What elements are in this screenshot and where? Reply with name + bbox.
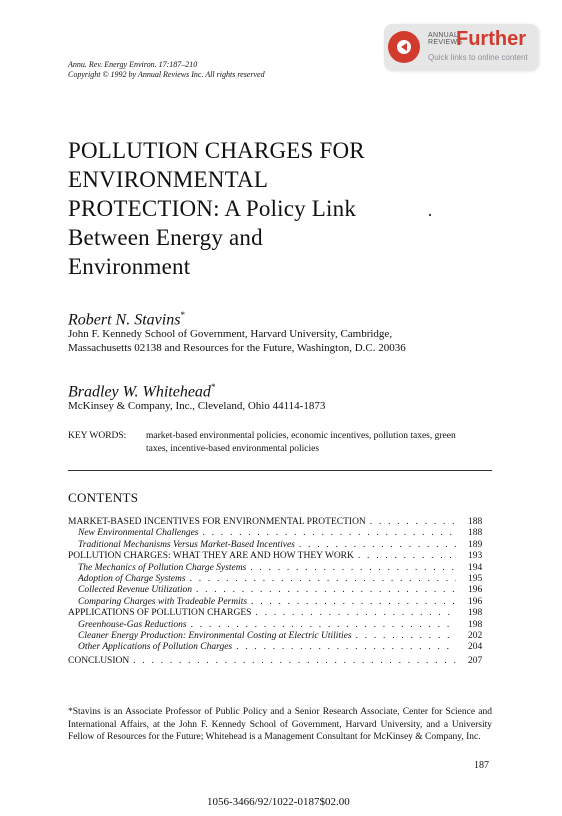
author-footnote-mark: * (210, 382, 216, 392)
toc-leader (251, 597, 456, 608)
title-line: POLLUTION CHARGES FOR (68, 138, 365, 163)
author-name-whitehead (68, 378, 215, 401)
author-name-text: Bradley W. Whitehead (68, 383, 211, 401)
toc-leader (191, 620, 456, 631)
stray-mark (429, 214, 431, 216)
toc-leader (250, 563, 456, 574)
toc-entry[interactable] (68, 597, 492, 608)
toc-label: Adoption of Charge Systems (78, 574, 186, 585)
toc-entry[interactable] (68, 620, 492, 631)
toc-page: 196 (468, 596, 483, 607)
toc-page: 188 (468, 528, 483, 539)
toc-page: 189 (468, 539, 483, 550)
toc-label: The Mechanics of Pollution Charge Systems (78, 562, 247, 573)
toc-page: 204 (468, 642, 483, 653)
title-line: Between Energy and (68, 225, 263, 250)
toc-entry[interactable] (68, 551, 492, 562)
toc-label: MARKET-BASED INCENTIVES FOR ENVIRONMENTAL PROTECTION (68, 517, 366, 527)
article-title (68, 136, 448, 281)
contents-heading: CONTENTS (68, 490, 139, 505)
citation-line-2: Copyright © 1992 by Annual Reviews Inc. All rights reserved (68, 70, 265, 79)
title-line: PROTECTION: A Policy Link (68, 196, 357, 221)
badge-tagline: Quick links to online content (428, 53, 528, 62)
toc-page: 188 (468, 517, 483, 527)
toc-entry[interactable] (68, 517, 492, 528)
toc-page: 207 (468, 655, 483, 666)
author-affiliation-whitehead (68, 399, 325, 413)
toc-page: 196 (468, 585, 483, 596)
affiliation-line: McKinsey & Company, Inc., Cleveland, Ohio 44114-1873 (68, 400, 326, 412)
annual-reviews-further-badge[interactable] (384, 24, 538, 70)
toc-page: 193 (468, 551, 483, 562)
table-of-contents (68, 517, 492, 667)
toc-leader (190, 574, 456, 585)
toc-label: Traditional Mechanisms Versus Market-Based Incentives (78, 539, 295, 550)
badge-brand-top: ANNUAL (428, 32, 459, 39)
title-line: ENVIRONMENTAL (68, 167, 269, 192)
toc-label: Greenhouse-Gas Reductions (78, 619, 187, 630)
key-words-line: taxes, incentive-based environmental policies (146, 444, 320, 454)
affiliation-line: John F. Kennedy School of Government, Harvard University, Cambridge, (68, 328, 393, 340)
toc-page: 202 (468, 631, 483, 642)
key-words-line: market-based environmental policies, economic incentives, pollution taxes, green (146, 431, 456, 441)
toc-page: 195 (468, 574, 483, 585)
toc-leader (299, 540, 456, 551)
toc-entry[interactable] (68, 642, 492, 653)
toc-label: APPLICATIONS OF POLLUTION CHARGES (68, 608, 252, 619)
toc-label: Cleaner Energy Production: Environmental Costing at Electric Utilities (78, 631, 352, 642)
author-footnote: *Stavins is an Associate Professor of Public Policy and a Senior Research Associate, Center for Science and International Affairs, at the John F. Kennedy School of Government, Harvard University, and a University Fellow of Resources for the Future; Whitehead is a Management Consultant for McKinsey & Company, Inc. (68, 707, 492, 742)
toc-leader (203, 528, 457, 539)
toc-entry[interactable] (68, 608, 492, 619)
toc-entry[interactable] (68, 585, 492, 596)
toc-entry[interactable] (68, 656, 492, 667)
affiliation-line: Massachusetts 02138 and Resources for the Future, Washington, D.C. 20036 (68, 342, 406, 354)
toc-leader (356, 631, 456, 642)
badge-brand-bottom: REVIEWS (428, 39, 463, 46)
arrow-left-circle-icon (388, 31, 420, 63)
toc-entry[interactable] (68, 631, 492, 642)
toc-leader (196, 585, 456, 596)
page-number: 187 (474, 760, 489, 771)
toc-label: Comparing Charges with Tradeable Permits (78, 596, 248, 607)
toc-page: 194 (468, 562, 483, 573)
title-line: Environment (68, 254, 191, 279)
toc-leader (370, 517, 456, 528)
toc-leader (358, 551, 456, 562)
toc-leader (133, 656, 456, 667)
toc-entry[interactable] (68, 574, 492, 585)
toc-label: CONCLUSION (68, 655, 130, 666)
divider (68, 470, 492, 471)
toc-leader (236, 642, 456, 653)
toc-page: 198 (468, 608, 483, 619)
toc-entry[interactable] (68, 528, 492, 539)
toc-label: Other Applications of Pollution Charges (78, 642, 233, 653)
author-affiliation-stavins (68, 327, 406, 355)
badge-further-label: Further (456, 28, 526, 50)
citation-line-1: Annu. Rev. Energy Environ. 17:187–210 (68, 60, 198, 69)
author-name-stavins (68, 306, 185, 329)
key-words-values (146, 430, 496, 456)
author-footnote-mark: * (180, 310, 185, 320)
author-name-text: Robert N. Stavins (68, 311, 181, 329)
issn-code: 1056-3466/92/1022-0187$02.00 (207, 796, 350, 808)
toc-leader (255, 608, 456, 619)
toc-page: 198 (468, 619, 483, 630)
toc-label: Collected Revenue Utilization (78, 585, 192, 596)
toc-label: New Environmental Challenges (78, 528, 199, 539)
key-words (68, 430, 498, 456)
key-words-label: KEY WORDS: (68, 431, 127, 441)
journal-citation (68, 60, 265, 80)
toc-label: POLLUTION CHARGES: WHAT THEY ARE AND HOW THEY WORK (68, 551, 354, 562)
toc-entry[interactable] (68, 540, 492, 551)
toc-entry[interactable] (68, 563, 492, 574)
